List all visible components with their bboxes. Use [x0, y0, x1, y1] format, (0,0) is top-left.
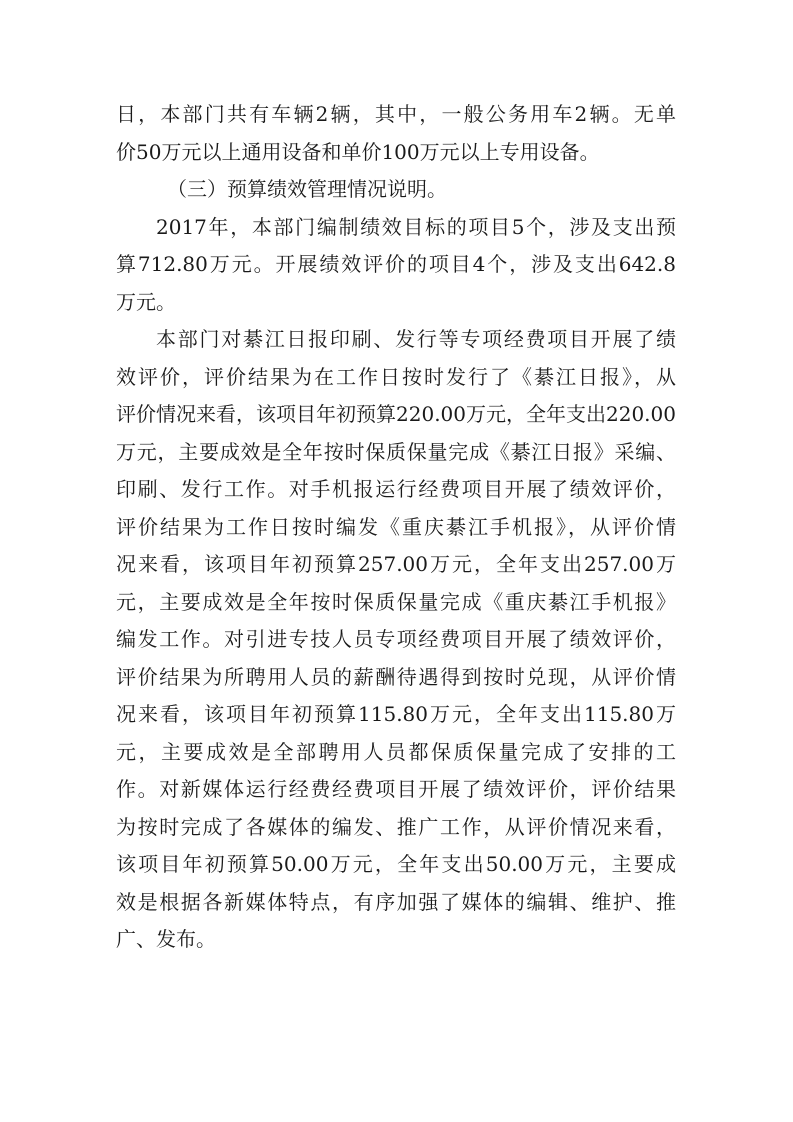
paragraph-line: 况来看，该项目年初预算257.00万元，全年支出257.00万	[116, 552, 676, 576]
paragraph-line: 价50万元以上通用设备和单价100万元以上专用设备。	[116, 139, 600, 164]
paragraph-line: 效是根据各新媒体特点，有序加强了媒体的编辑、维护、推	[116, 889, 676, 914]
paragraph-line: 广、发布。	[116, 927, 216, 951]
paragraph-line: 评价结果为所聘用人员的薪酬待遇得到按时兑现，从评价情	[116, 664, 676, 689]
paragraph-line: 万元，主要成效是全年按时保质保量完成《綦江日报》采编、	[116, 439, 676, 464]
paragraph-line: 元，主要成效是全部聘用人员都保质保量完成了安排的工	[116, 739, 676, 764]
paragraph-line: 为按时完成了各媒体的编发、推广工作，从评价情况来看，	[116, 814, 676, 839]
paragraph-line: 2017年，本部门编制绩效目标的项目5个，涉及支出预	[156, 214, 676, 239]
paragraph-line: 况来看，该项目年初预算115.80万元，全年支出115.80万	[116, 702, 676, 726]
section-heading-line: （三）预算绩效管理情况说明。	[167, 177, 447, 201]
paragraph-line: 印刷、发行工作。对手机报运行经费项目开展了绩效评价，	[116, 477, 676, 501]
paragraph-line: 编发工作。对引进专技人员专项经费项目开展了绩效评价，	[116, 627, 676, 651]
paragraph-line: 该项目年初预算50.00万元，全年支出50.00万元，主要成	[116, 852, 676, 876]
paragraph-line: 本部门对綦江日报印刷、发行等专项经费项目开展了绩	[156, 327, 676, 351]
paragraph-line: 日，本部门共有车辆2辆，其中，一般公务用车2辆。无单	[116, 102, 676, 126]
paragraph-line: 元，主要成效是全年按时保质保量完成《重庆綦江手机报》	[116, 589, 676, 614]
paragraph-line: 算712.80万元。开展绩效评价的项目4个，涉及支出642.8	[116, 252, 676, 276]
paragraph-line: 评价结果为工作日按时编发《重庆綦江手机报》，从评价情	[116, 514, 676, 539]
paragraph-line: 效评价，评价结果为在工作日按时发行了《綦江日报》，从	[116, 364, 676, 389]
paragraph-line: 评价情况来看，该项目年初预算220.00万元，全年支出220.00	[116, 402, 676, 426]
paragraph-line: 作。对新媒体运行经费经费项目开展了绩效评价，评价结果	[116, 777, 676, 801]
document-body	[116, 96, 676, 959]
paragraph-line: 万元。	[116, 289, 176, 314]
